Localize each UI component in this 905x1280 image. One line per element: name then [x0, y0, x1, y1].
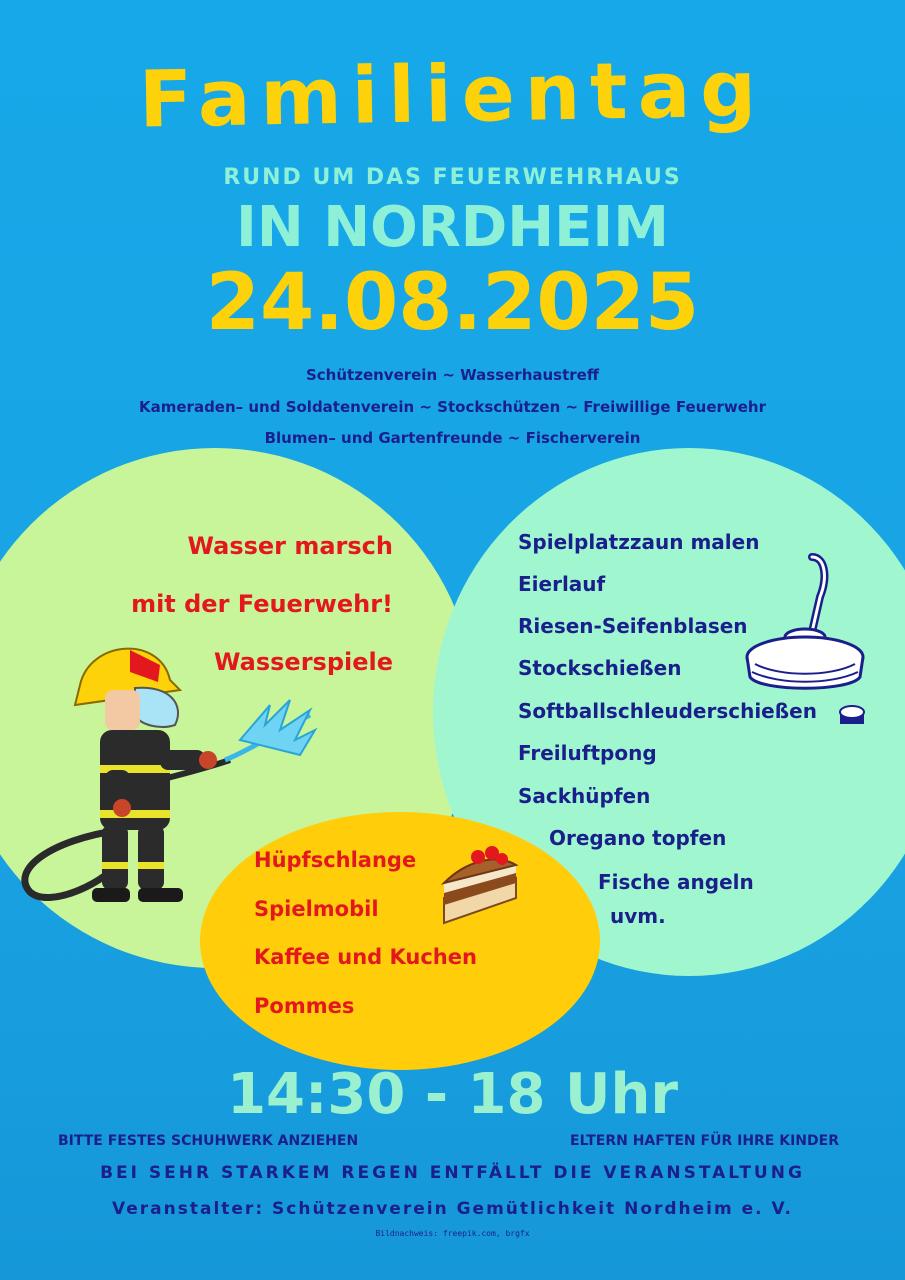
activity-item: Stockschießen [518, 656, 682, 680]
activity-item: Freiluftpong [518, 741, 657, 765]
activity-item: Softballschleuderschießen [518, 699, 817, 723]
poster-subtitle: RUND UM DAS FEUERWEHRHAUS [223, 165, 682, 190]
activity-item: Spielplatzzaun malen [518, 530, 760, 554]
event-time: 14:30 - 18 Uhr [227, 1062, 678, 1127]
food-item: Kaffee und Kuchen [254, 945, 477, 969]
activity-item: Eierlauf [518, 572, 606, 596]
shoe-notice: BITTE FESTES SCHUHWERK ANZIEHEN [58, 1133, 359, 1149]
activity-item: Oregano topfen [549, 826, 727, 850]
organizer: Veranstalter: Schützenverein Gemütlichkeit Nordheim e. V. [112, 1199, 793, 1219]
rain-notice: BEI SEHR STARKEM REGEN ENTFÄLLT DIE VERANSTALTUNG [100, 1163, 805, 1183]
activity-item: uvm. [610, 904, 666, 928]
food-item: Pommes [254, 994, 355, 1018]
activity-item: Sackhüpfen [518, 784, 651, 808]
image-credit: Bildnachweis: freepik.com, brgfx [375, 1229, 530, 1238]
activity-item: Riesen-Seifenblasen [518, 614, 748, 638]
firefighter-illustration [10, 630, 330, 920]
clubs-line-3: Blumen– und Gartenfreunde ~ Fischerverein [264, 429, 641, 447]
activity-item: Fische angeln [598, 870, 754, 894]
left-line-3: Wasserspiele [214, 648, 393, 676]
clubs-line-1: Schützenverein ~ Wasserhaustreff [305, 366, 600, 384]
food-item: Hüpfschlange [254, 848, 417, 872]
food-item: Spielmobil [254, 897, 379, 921]
cake-icon [436, 843, 526, 928]
parents-notice: ELTERN HAFTEN FÜR IHRE KINDER [570, 1133, 839, 1149]
curling-stock-icon [740, 552, 870, 742]
left-line-1: Wasser marsch [187, 532, 393, 560]
poster-title: Familientag [138, 44, 767, 146]
clubs-line-2: Kameraden– und Soldatenverein ~ Stockschützen ~ Freiwillige Feuerwehr [139, 398, 766, 416]
poster-date: 24.08.2025 [205, 258, 700, 348]
poster-place: IN NORDHEIM [236, 195, 669, 260]
left-line-2: mit der Feuerwehr! [131, 590, 393, 618]
